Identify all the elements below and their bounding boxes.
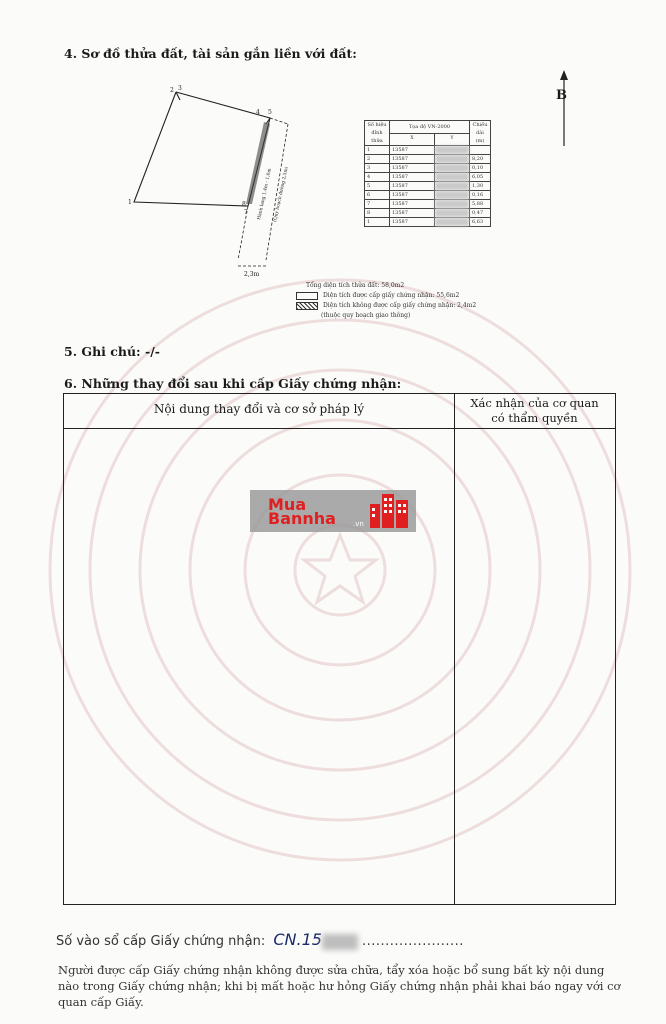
coord-length: 0,47: [470, 209, 491, 218]
coord-y: [435, 182, 470, 191]
north-arrow: [552, 70, 576, 150]
coord-row: [365, 155, 491, 164]
north-arrow-icon: [552, 70, 576, 150]
coord-header-x: X: [390, 133, 435, 146]
footer-notice: Người được cấp Giấy chứng nhận không được sửa chữa, tẩy xóa hoặc bổ sung bất kỳ nội dung nào trong Giấy chứng nhận; khi bị mất hoặc hư hỏng Giấy chứng nhận phải khai báo ngay với cơ quan cấp Giấy.: [58, 963, 621, 1009]
registration-label: Số vào sổ cấp Giấy chứng nhận:: [56, 934, 266, 949]
legend-not-granted: Diện tích không được cấp giấy chứng nhận: 2,4m2: [323, 302, 477, 309]
coord-point: 8: [365, 209, 390, 218]
section-5-heading: 5. Ghi chú: -/-: [64, 344, 160, 359]
dimension-bottom: 2,3m: [244, 271, 260, 278]
coord-x: 13587: [390, 146, 435, 155]
side-note-2: (Quy hoạch đường 2,5m): [273, 166, 290, 223]
logo-suffix: .vn: [353, 520, 364, 528]
section-4-heading: 4. Sơ đồ thửa đất, tài sản gắn liền với đất:: [64, 46, 357, 61]
coord-row: [365, 164, 491, 173]
legend-note: (thuộc quy hoạch giao thông): [321, 312, 411, 319]
coord-length: 6,05: [470, 173, 491, 182]
coord-header-coords: Tọa độ VN-2000: [390, 121, 470, 134]
coord-y: [435, 218, 470, 227]
changes-col1-header: Nội dung thay đổi và cơ sở pháp lý: [153, 402, 365, 416]
registration-dots: ......................: [361, 934, 464, 949]
point-label-4: 4: [256, 109, 260, 116]
legend-plain-swatch: [296, 292, 318, 300]
legend-granted: Diện tích được cấp giấy chứng nhận: 55,6m2: [323, 292, 460, 299]
table-header-line: [64, 428, 615, 429]
side-note-1: Hành lang 1,4m - 1,0m: [257, 168, 273, 221]
point-label-7: 7: [244, 209, 248, 216]
legend-hatched-swatch: [296, 302, 318, 310]
coord-y: [435, 209, 470, 218]
coord-point: 4: [365, 173, 390, 182]
legend-total: Tổng diện tích thửa đất: 58,0m2: [306, 282, 405, 289]
coord-y: [435, 191, 470, 200]
point-label-8: 8: [242, 201, 246, 208]
point-label-2: 2: [170, 87, 174, 94]
col2-header-line2: có thẩm quyền: [491, 411, 578, 425]
table-divider: [454, 394, 455, 904]
logo-line1: Mua: [268, 495, 307, 514]
muabannha-watermark-logo: [250, 490, 416, 532]
coordinate-table-body: [365, 146, 491, 227]
point-label-1: 1: [128, 199, 132, 206]
coord-x: 13587: [390, 182, 435, 191]
col2-header-line1: Xác nhận của cơ quan: [470, 396, 599, 410]
registration-line: [56, 930, 464, 950]
coord-x: 13587: [390, 218, 435, 227]
north-arrow-label: B: [556, 88, 567, 103]
coord-y: [435, 200, 470, 209]
coord-row: [365, 209, 491, 218]
coord-point: 1: [365, 146, 390, 155]
coord-length: 1,30: [470, 182, 491, 191]
point-label-5: 5: [268, 109, 272, 116]
registration-number: CN.15: [273, 930, 322, 949]
point-label-3: 3: [178, 85, 182, 92]
coord-header-point: Số hiệu đỉnh thửa: [365, 121, 390, 146]
coord-length: 0,16: [470, 191, 491, 200]
coord-header-y: Y: [435, 133, 470, 146]
coord-row: [365, 218, 491, 227]
section-6-heading: 6. Những thay đổi sau khi cấp Giấy chứng nhận:: [64, 376, 402, 391]
legend-granted-row: [296, 291, 476, 301]
coord-x: 13587: [390, 200, 435, 209]
coord-y: [435, 146, 470, 155]
coord-x: 13587: [390, 155, 435, 164]
coord-length: [470, 146, 491, 155]
coord-row: [365, 173, 491, 182]
coord-point: 6: [365, 191, 390, 200]
coord-row: [365, 200, 491, 209]
coord-row: [365, 146, 491, 155]
building-icon: [368, 492, 410, 528]
coord-point: 1: [365, 218, 390, 227]
coord-point: 2: [365, 155, 390, 164]
changes-col2-header: [454, 396, 615, 426]
coord-length: 6,63: [470, 218, 491, 227]
coord-point: 5: [365, 182, 390, 191]
area-legend: [296, 281, 476, 321]
legend-not-granted-row: [296, 301, 476, 311]
logo-line2: Bannha: [268, 509, 336, 528]
redacted-area: [322, 934, 358, 950]
coord-row: [365, 191, 491, 200]
coord-y: [435, 164, 470, 173]
coord-point: 7: [365, 200, 390, 209]
coord-length: 0,10: [470, 164, 491, 173]
coord-x: 13587: [390, 209, 435, 218]
coord-y: [435, 155, 470, 164]
changes-table: [63, 393, 616, 905]
coord-x: 13587: [390, 191, 435, 200]
coord-row: [365, 182, 491, 191]
coord-length: 5,88: [470, 200, 491, 209]
plot-diagram: [120, 80, 320, 280]
coord-point: 3: [365, 164, 390, 173]
coord-y: [435, 173, 470, 182]
coord-x: 13587: [390, 164, 435, 173]
coord-header-length: Chiều dài (m): [470, 121, 491, 146]
coord-x: 13587: [390, 173, 435, 182]
coordinate-table: [364, 120, 491, 227]
coord-length: 8,20: [470, 155, 491, 164]
